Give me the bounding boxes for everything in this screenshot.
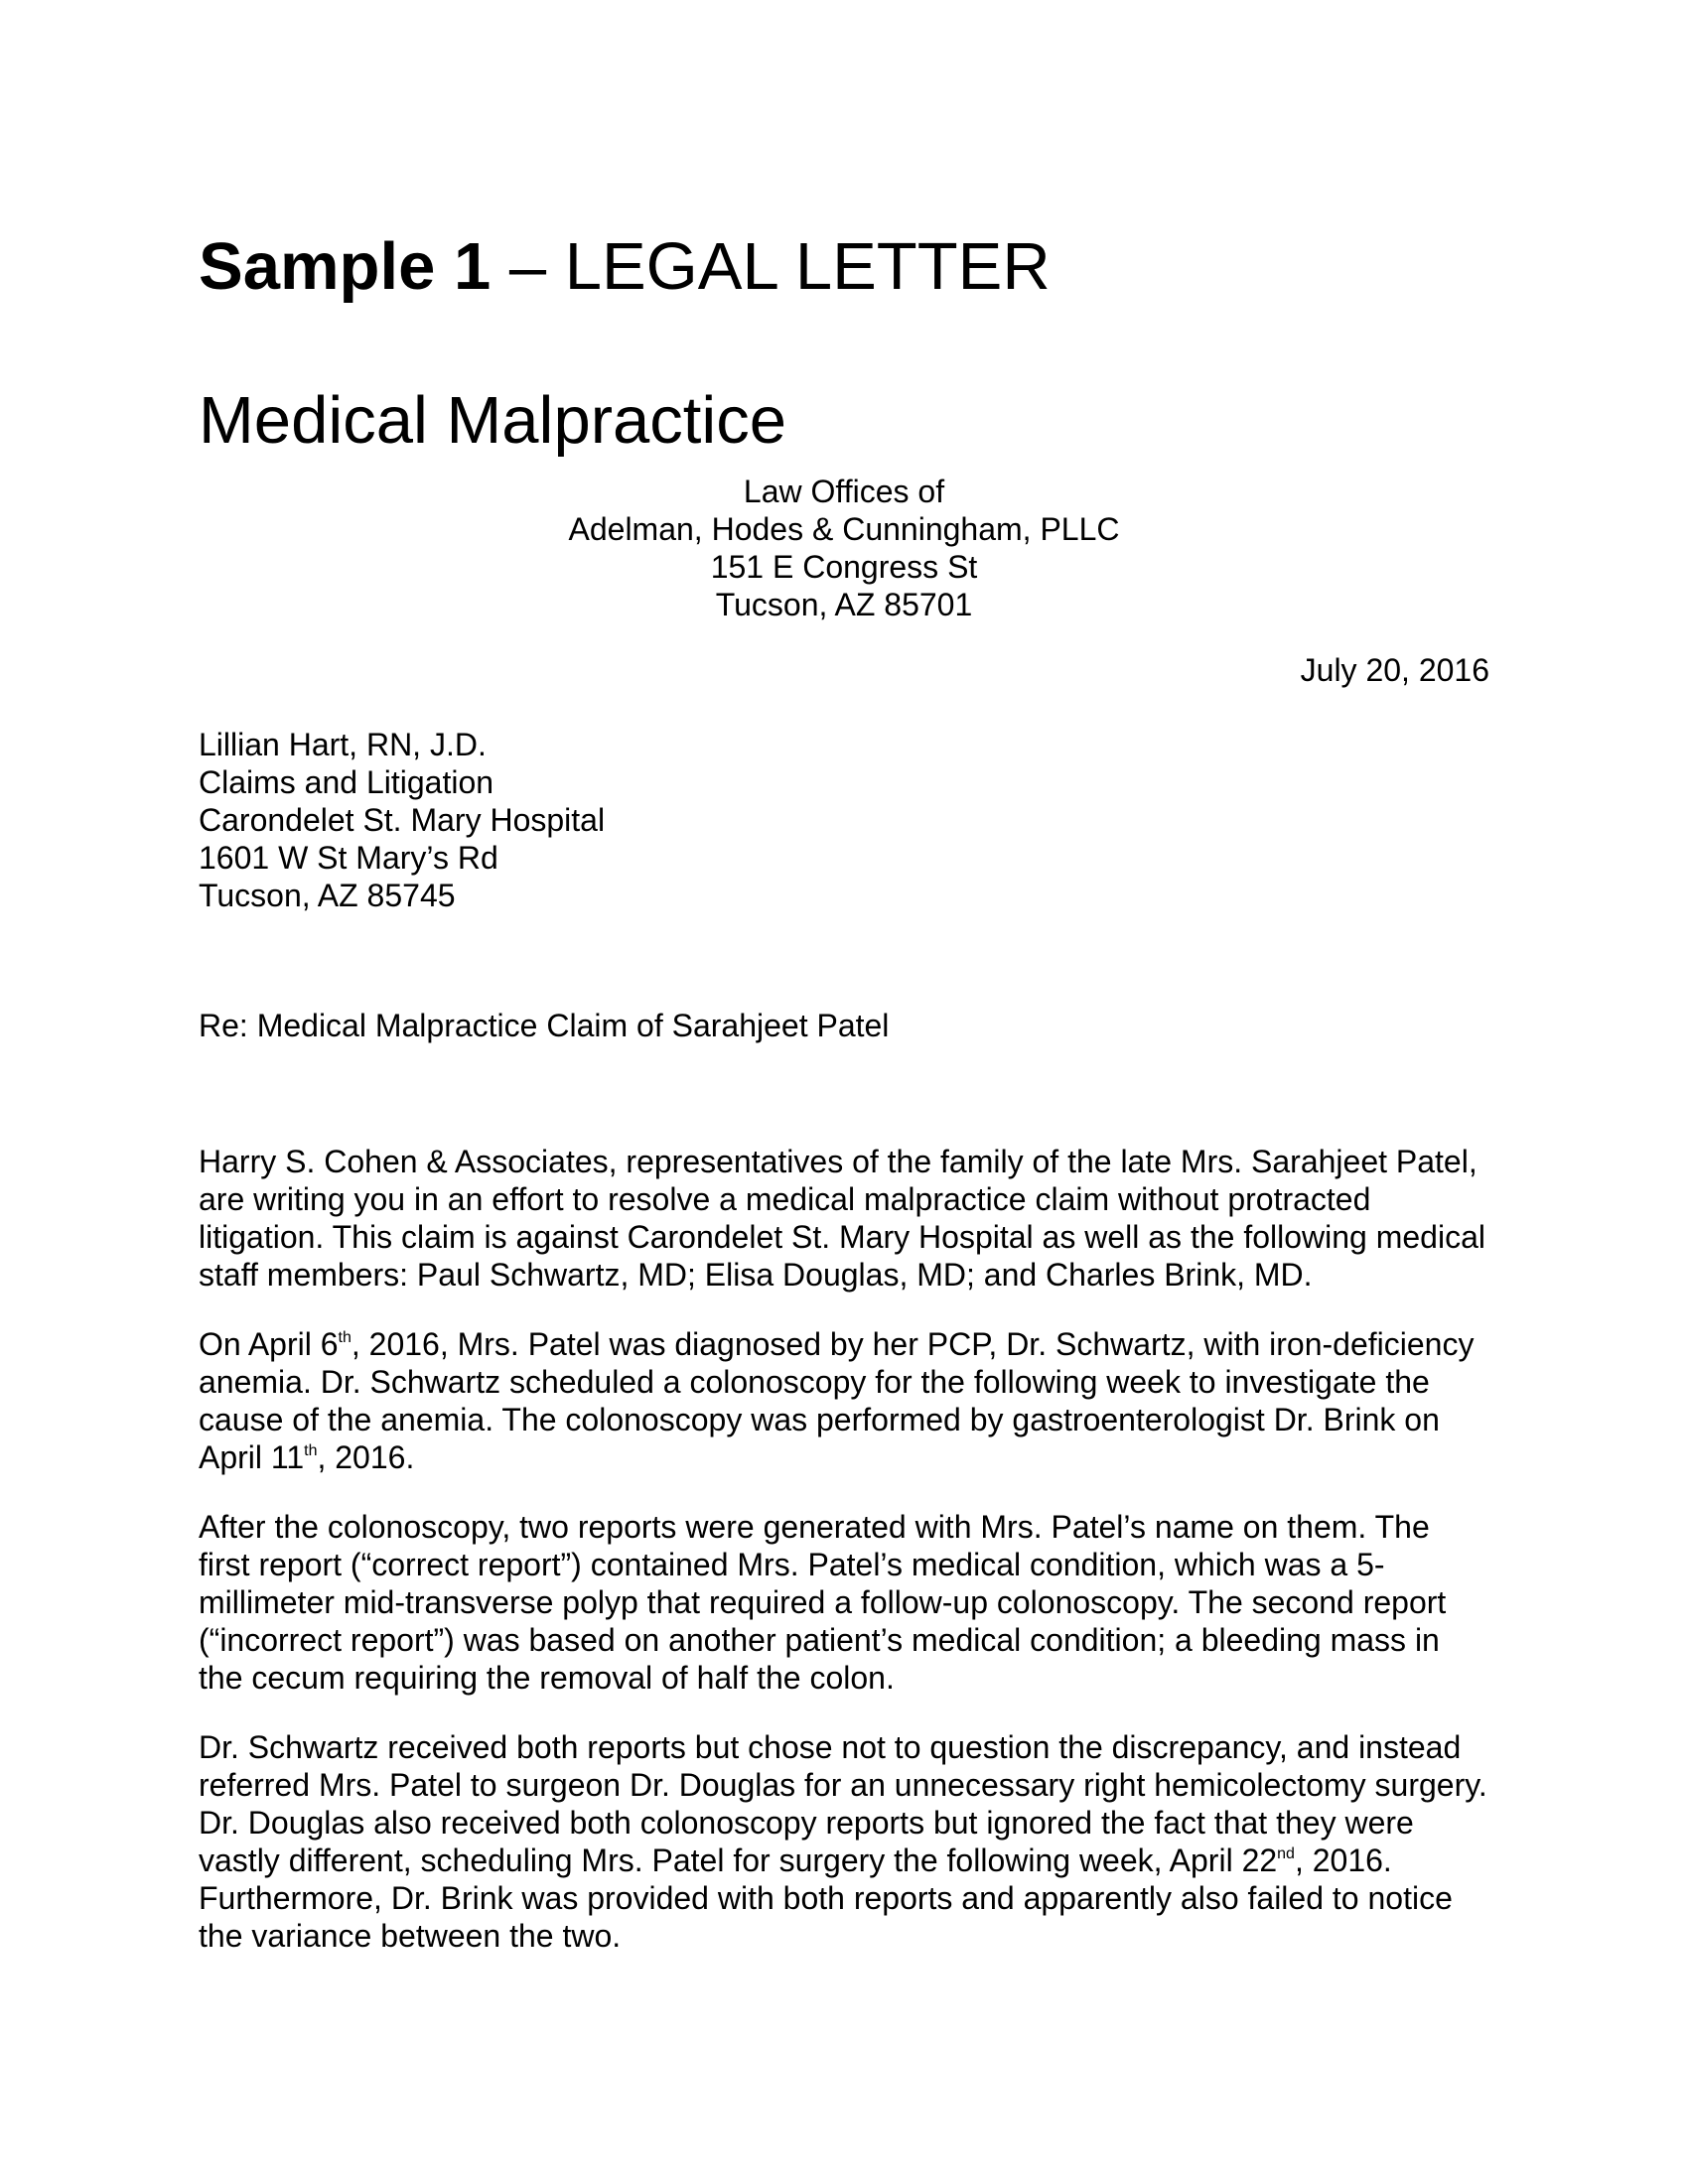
- recipient-line: Carondelet St. Mary Hospital: [199, 802, 606, 838]
- body-line: [199, 1842, 1489, 1879]
- document-subtitle: Medical Malpractice: [199, 383, 787, 458]
- recipient-line: Claims and Litigation: [199, 764, 494, 800]
- body-line: anemia. Dr. Schwartz scheduled a colonoscopy for the following week to investigate the: [199, 1364, 1430, 1400]
- body-text: , 2016.: [317, 1439, 415, 1475]
- body-paragraph-1: [199, 1143, 1489, 1294]
- letterhead-line: Law Offices of: [743, 474, 945, 509]
- body-text: April 11: [199, 1439, 305, 1475]
- body-text: vastly different, scheduling Mrs. Patel for surgery the following week, April 22: [199, 1843, 1278, 1878]
- body-text: , 2016, Mrs. Patel was diagnosed by her PCP, Dr. Schwartz, with iron-deficiency: [351, 1326, 1475, 1362]
- letter-date: July 20, 2016: [1300, 652, 1489, 688]
- body-line: staff members: Paul Schwartz, MD; Elisa Douglas, MD; and Charles Brink, MD.: [199, 1257, 1313, 1293]
- letterhead-block: [199, 473, 1489, 623]
- ordinal-superscript: th: [338, 1329, 352, 1346]
- body-paragraph-3: [199, 1508, 1489, 1697]
- document-title-emphasis: Sample 1: [199, 229, 492, 304]
- body-line: Furthermore, Dr. Brink was provided with both reports and apparently also failed to notice: [199, 1880, 1453, 1916]
- document-title: [199, 229, 1489, 305]
- recipient-line: 1601 W St Mary’s Rd: [199, 840, 498, 876]
- body-line: Harry S. Cohen & Associates, representatives of the family of the late Mrs. Sarahjeet Patel,: [199, 1144, 1477, 1179]
- document-title-rest: – LEGAL LETTER: [491, 229, 1051, 304]
- body-text: , 2016.: [1294, 1843, 1392, 1878]
- body-line: Dr. Douglas also received both colonoscopy reports but ignored the fact that they were: [199, 1805, 1414, 1841]
- body-line: the cecum requiring the removal of half the colon.: [199, 1660, 895, 1696]
- body-line: referred Mrs. Patel to surgeon Dr. Douglas for an unnecessary right hemicolectomy surgery.: [199, 1767, 1487, 1803]
- body-line: first report (“correct report”) contained Mrs. Patel’s medical condition, which was a 5-: [199, 1547, 1385, 1582]
- letterhead-line: 151 E Congress St: [710, 549, 978, 585]
- body-line: litigation. This claim is against Carondelet St. Mary Hospital as well as the following medical: [199, 1219, 1485, 1255]
- body-line: After the colonoscopy, two reports were generated with Mrs. Patel’s name on them. The: [199, 1509, 1430, 1545]
- recipient-line: Tucson, AZ 85745: [199, 878, 456, 913]
- body-line: the variance between the two.: [199, 1918, 622, 1954]
- body-line: [199, 1325, 1489, 1363]
- body-line: (“incorrect report”) was based on another patient’s medical condition; a bleeding mass in: [199, 1622, 1440, 1658]
- recipient-block: [199, 726, 1489, 914]
- body-paragraph-2: [199, 1325, 1489, 1476]
- body-paragraph-4: [199, 1728, 1489, 1955]
- body-line: Dr. Schwartz received both reports but chose not to question the discrepancy, and instead: [199, 1729, 1462, 1765]
- ordinal-superscript: th: [304, 1442, 318, 1459]
- body-line: are writing you in an effort to resolve a medical malpractice claim without protracted: [199, 1181, 1371, 1217]
- body-line: [199, 1438, 1489, 1476]
- letterhead-line: Tucson, AZ 85701: [715, 587, 973, 622]
- recipient-line: Lillian Hart, RN, J.D.: [199, 727, 487, 762]
- subject-line: Re: Medical Malpractice Claim of Sarahjeet Patel: [199, 1008, 890, 1043]
- ordinal-superscript: nd: [1277, 1845, 1295, 1862]
- body-line: cause of the anemia. The colonoscopy was performed by gastroenterologist Dr. Brink on: [199, 1402, 1440, 1437]
- body-text: On April 6: [199, 1326, 339, 1362]
- body-line: millimeter mid-transverse polyp that required a follow-up colonoscopy. The second report: [199, 1584, 1447, 1620]
- letterhead-line: Adelman, Hodes & Cunningham, PLLC: [568, 511, 1120, 547]
